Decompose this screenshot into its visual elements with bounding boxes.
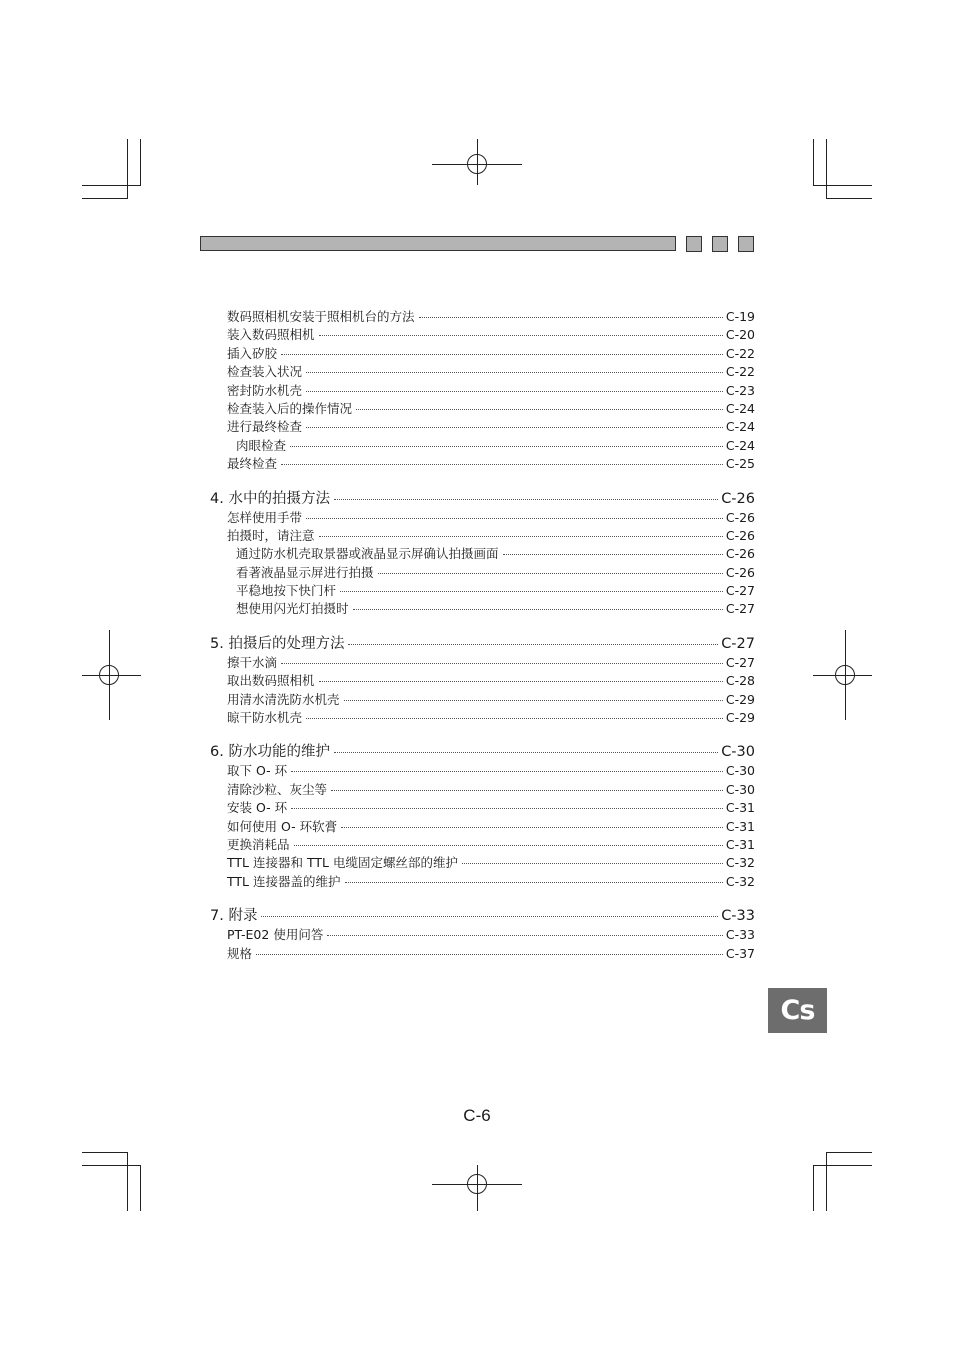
toc-entry xyxy=(210,326,755,344)
toc-leader-dots xyxy=(306,718,723,719)
toc-leader-dots xyxy=(319,536,723,537)
toc-page-number: C-33 xyxy=(721,908,755,925)
toc-page-number: C-24 xyxy=(725,437,755,453)
toc-page-number: C-32 xyxy=(725,855,755,871)
toc-entry-title: 6. 防水功能的维护 xyxy=(210,744,330,761)
toc-entry xyxy=(210,691,755,709)
toc-leader-dots xyxy=(341,827,723,828)
toc-entry xyxy=(210,363,755,381)
toc-leader-dots xyxy=(281,464,723,465)
toc-page-number: C-24 xyxy=(725,419,755,435)
toc-entry xyxy=(210,527,755,545)
toc-entry-title: 更换消耗品 xyxy=(227,836,290,852)
toc-entry xyxy=(210,400,755,418)
toc-entry xyxy=(210,382,755,400)
toc-entry-title: 密封防水机壳 xyxy=(227,382,303,398)
toc-leader-dots xyxy=(306,372,723,373)
toc-page-number: C-33 xyxy=(725,927,755,943)
toc-entry xyxy=(210,818,755,836)
toc-leader-dots xyxy=(334,499,718,500)
toc-page-number: C-26 xyxy=(725,546,755,562)
toc-leader-dots xyxy=(281,663,723,664)
toc-leader-dots xyxy=(290,446,723,447)
toc-entry xyxy=(210,600,755,618)
toc-entry xyxy=(210,926,755,944)
toc-leader-dots xyxy=(306,518,723,519)
toc-entry-title: 如何使用 O- 环软膏 xyxy=(227,818,338,834)
toc-entry xyxy=(210,509,755,527)
toc-leader-dots xyxy=(256,954,723,955)
toc-page-number: C-28 xyxy=(725,673,755,689)
toc-leader-dots xyxy=(345,882,723,883)
toc-leader-dots xyxy=(419,317,723,318)
toc-entry-title: 看著液晶显示屏进行拍摄 xyxy=(236,564,374,580)
toc-page-number: C-27 xyxy=(725,654,755,670)
header-square-2 xyxy=(712,236,728,252)
toc-entry-title: 取下 O- 环 xyxy=(227,763,288,779)
toc-entry-title: 用清水清洗防水机壳 xyxy=(227,691,340,707)
header-square-1 xyxy=(686,236,702,252)
toc-entry-title: 清除沙粒、灰尘等 xyxy=(227,781,328,797)
toc-entry-title: 肉眼检查 xyxy=(236,437,287,453)
toc-chapter-entry xyxy=(210,490,755,508)
toc-page-number: C-29 xyxy=(725,691,755,707)
toc-entry-title: 装入数码照相机 xyxy=(227,327,315,343)
toc-leader-dots xyxy=(378,573,723,574)
toc-leader-dots xyxy=(356,409,723,410)
toc-entry-title: 4. 水中的拍摄方法 xyxy=(210,490,330,507)
toc-entry-title: 平稳地按下快门杆 xyxy=(236,583,337,599)
toc-page-number: C-22 xyxy=(725,364,755,380)
toc-page-number: C-27 xyxy=(721,635,755,652)
toc-entry xyxy=(210,308,755,326)
toc-page-number: C-27 xyxy=(725,583,755,599)
header-bar xyxy=(200,236,676,251)
toc-page-number: C-30 xyxy=(721,744,755,761)
toc-entry-title: 7. 附录 xyxy=(210,908,258,925)
toc-entry-title: 怎样使用手带 xyxy=(227,509,303,525)
toc-entry xyxy=(210,799,755,817)
toc-page-number: C-31 xyxy=(725,800,755,816)
toc-entry-title: 插入矽胶 xyxy=(227,345,278,361)
header-square-3 xyxy=(738,236,754,252)
toc-leader-dots xyxy=(503,554,723,555)
toc-entry xyxy=(210,455,755,473)
toc-page-number: C-31 xyxy=(725,836,755,852)
toc-entry xyxy=(210,945,755,963)
toc-entry xyxy=(210,654,755,672)
toc-leader-dots xyxy=(334,752,718,753)
toc-entry-title: 通过防水机壳取景器或液晶显示屏确认拍摄画面 xyxy=(236,546,499,562)
toc-leader-dots xyxy=(319,681,723,682)
toc-leader-dots xyxy=(344,700,723,701)
toc-chapter-entry xyxy=(210,635,755,653)
toc-leader-dots xyxy=(306,391,723,392)
toc-leader-dots xyxy=(306,427,723,428)
toc-entry xyxy=(210,762,755,780)
toc-page-number: C-20 xyxy=(725,327,755,343)
toc-entry-title: TTL 连接器盖的维护 xyxy=(227,873,341,889)
toc-page-number: C-23 xyxy=(725,382,755,398)
toc-leader-dots xyxy=(281,354,723,355)
toc-entry-title: 5. 拍摄后的处理方法 xyxy=(210,635,345,652)
toc-leader-dots xyxy=(291,808,723,809)
toc-entry-title: 拍摄时，请注意 xyxy=(227,527,315,543)
toc-entry-title: TTL 连接器和 TTL 电缆固定螺丝部的维护 xyxy=(227,855,458,871)
toc-leader-dots xyxy=(291,771,723,772)
toc-page-number: C-26 xyxy=(721,490,755,507)
toc-leader-dots xyxy=(319,335,723,336)
toc-entry-title: PT-E02 使用问答 xyxy=(227,927,324,943)
toc-entry xyxy=(210,418,755,436)
toc-page-number: C-37 xyxy=(725,945,755,961)
toc-page-number: C-31 xyxy=(725,818,755,834)
toc-page-number: C-30 xyxy=(725,781,755,797)
toc-entry xyxy=(210,781,755,799)
toc-entry xyxy=(210,873,755,891)
toc-entry xyxy=(210,564,755,582)
toc-page-number: C-25 xyxy=(725,456,755,472)
toc-entry-title: 检查装入后的操作情况 xyxy=(227,400,353,416)
toc-entry-title: 擦干水滴 xyxy=(227,654,278,670)
toc-page-number: C-26 xyxy=(725,509,755,525)
toc-page-number: C-22 xyxy=(725,345,755,361)
toc-leader-dots xyxy=(294,845,723,846)
toc-entry xyxy=(210,582,755,600)
toc-entry xyxy=(210,836,755,854)
toc-entry-title: 规格 xyxy=(227,945,253,961)
toc-chapter-entry xyxy=(210,907,755,925)
toc-entry xyxy=(210,854,755,872)
toc-page-number: C-32 xyxy=(725,873,755,889)
toc-page-number: C-19 xyxy=(725,309,755,324)
toc-entry-title: 进行最终检查 xyxy=(227,419,303,435)
toc-entry-title: 检查装入状况 xyxy=(227,364,303,380)
toc-entry xyxy=(210,709,755,727)
toc-entry-title: 安装 O- 环 xyxy=(227,800,288,816)
toc-entry xyxy=(210,672,755,690)
toc-entry-title: 想使用闪光灯拍摄时 xyxy=(236,601,349,617)
table-of-contents xyxy=(210,308,755,963)
toc-entry-title: 晾干防水机壳 xyxy=(227,710,303,726)
toc-entry-title: 取出数码照相机 xyxy=(227,673,315,689)
toc-leader-dots xyxy=(331,790,723,791)
toc-page-number: C-26 xyxy=(725,564,755,580)
toc-page-number: C-27 xyxy=(725,601,755,617)
toc-entry xyxy=(210,437,755,455)
toc-entry xyxy=(210,345,755,363)
page-number: C-6 xyxy=(463,1106,491,1125)
toc-leader-dots xyxy=(261,916,718,917)
toc-leader-dots xyxy=(348,644,718,645)
toc-page-number: C-29 xyxy=(725,710,755,726)
toc-leader-dots xyxy=(462,863,723,864)
toc-leader-dots xyxy=(340,591,723,592)
toc-page-number: C-24 xyxy=(725,400,755,416)
toc-entry-title: 数码照相机安装于照相机台的方法 xyxy=(227,309,415,324)
toc-chapter-entry xyxy=(210,743,755,761)
toc-leader-dots xyxy=(353,609,723,610)
toc-page-number: C-26 xyxy=(725,527,755,543)
toc-page-number: C-30 xyxy=(725,763,755,779)
language-tab: Cs xyxy=(768,988,827,1033)
toc-entry-title: 最终检查 xyxy=(227,456,278,472)
toc-leader-dots xyxy=(327,935,723,936)
toc-entry xyxy=(210,545,755,563)
